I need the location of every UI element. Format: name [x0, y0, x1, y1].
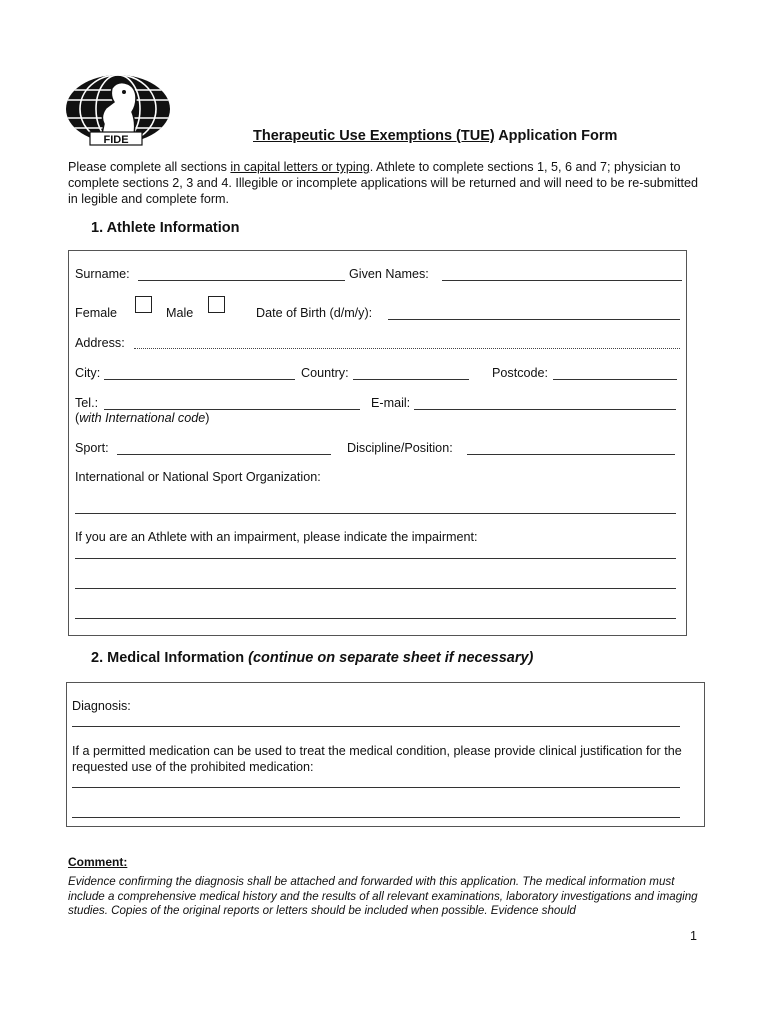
title-underlined: Therapeutic Use Exemptions (TUE)	[253, 128, 495, 144]
female-checkbox[interactable]	[135, 296, 152, 313]
dob-label: Date of Birth (d/m/y):	[256, 306, 373, 320]
surname-field[interactable]	[138, 280, 345, 281]
comment-body: Evidence confirming the diagnosis shall be attached and forwarded with this application. The medical information must include a comprehensive medical history and the results of all relevant examinations, laboratory investigations and imaging studies. Copies of the original reports or letters should be included when possible. Evidence should	[68, 875, 698, 917]
male-label: Male	[166, 306, 194, 320]
male-checkbox[interactable]	[208, 296, 225, 313]
sport-label: Sport:	[75, 441, 109, 455]
tel-label: Tel.:	[75, 396, 99, 410]
intro-before: Please complete all sections	[68, 160, 231, 174]
surname-label: Surname:	[75, 267, 130, 281]
organization-field[interactable]	[75, 513, 676, 514]
given-names-label: Given Names:	[349, 267, 429, 281]
comment-heading: Comment:	[68, 855, 128, 869]
section1-heading: 1. Athlete Information	[91, 220, 240, 236]
justification-line-2[interactable]	[72, 817, 680, 818]
diagnosis-label: Diagnosis:	[72, 699, 131, 713]
tel-note-text: with International code	[79, 411, 206, 425]
address-field[interactable]	[134, 348, 680, 349]
justification-line-1[interactable]	[72, 787, 680, 788]
title-rest: Application Form	[494, 128, 618, 144]
tel-note-close: )	[205, 411, 210, 425]
postcode-label: Postcode:	[492, 366, 549, 380]
female-label: Female	[75, 306, 117, 320]
city-label: City:	[75, 366, 101, 380]
address-label: Address:	[75, 336, 125, 350]
tel-note-open: (	[75, 411, 80, 425]
email-field[interactable]	[414, 409, 676, 410]
sport-field[interactable]	[117, 454, 331, 455]
intro-paragraph	[68, 159, 708, 207]
given-names-field[interactable]	[442, 280, 682, 281]
page-title	[253, 128, 617, 144]
section2-heading	[91, 650, 533, 666]
impairment-label: If you are an Athlete with an impairment, please indicate the impairment:	[75, 530, 478, 544]
postcode-field[interactable]	[553, 379, 677, 380]
city-field[interactable]	[104, 379, 295, 380]
logo-text: FIDE	[103, 134, 129, 146]
intro-underlined: in capital letters or typing	[230, 160, 370, 174]
impairment-line-2[interactable]	[75, 588, 676, 589]
country-field[interactable]	[353, 379, 469, 380]
tel-note	[75, 411, 209, 425]
page-number: 1	[690, 929, 698, 943]
fide-logo	[62, 72, 174, 150]
justification-label: If a permitted medication can be used to treat the medical condition, please provide clinical justification for the requested use of the prohibited medication:	[72, 744, 682, 774]
section2-heading-main: 2. Medical Information	[91, 650, 249, 666]
diagnosis-field[interactable]	[72, 726, 680, 727]
section2-heading-note: (continue on separate sheet if necessary)	[248, 650, 534, 666]
impairment-line-1[interactable]	[75, 558, 676, 559]
email-label: E-mail:	[371, 396, 411, 410]
intro-after: . Athlete to complete sections 1, 5, 6 and 7; physician to complete sections 2, 3 and 4. Illegible or incomplete applications will be returned and will need to be re-submitted in legible and complete form.	[68, 160, 699, 206]
tel-field[interactable]	[104, 409, 360, 410]
discipline-field[interactable]	[467, 454, 675, 455]
country-label: Country:	[301, 366, 349, 380]
discipline-label: Discipline/Position:	[347, 441, 453, 455]
organization-label: International or National Sport Organization:	[75, 470, 321, 484]
dob-field[interactable]	[388, 319, 680, 320]
impairment-line-3[interactable]	[75, 618, 676, 619]
